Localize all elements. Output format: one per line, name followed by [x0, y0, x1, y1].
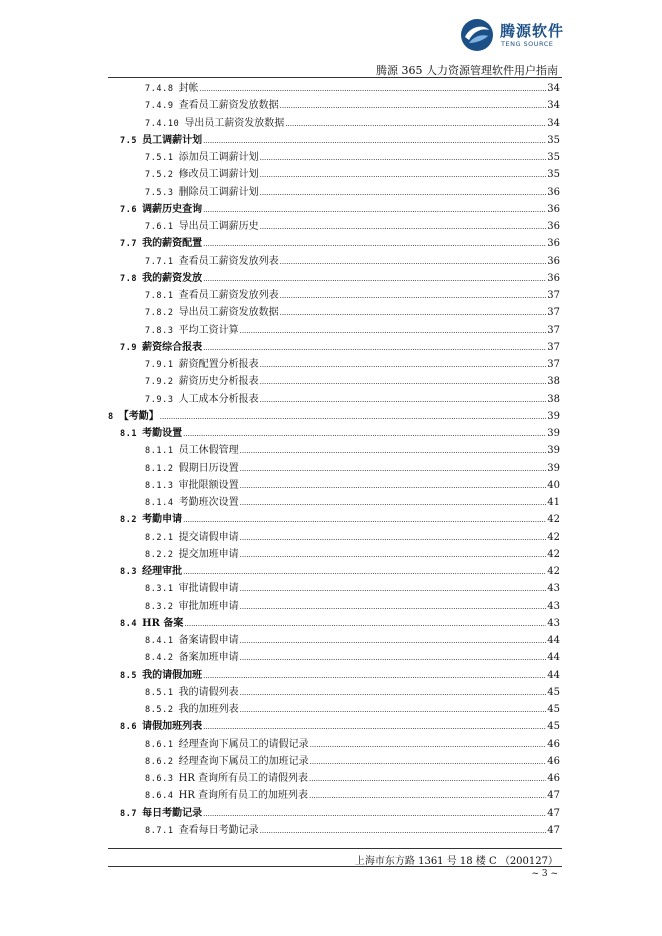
toc-entry-number: 8.1.2	[145, 463, 174, 474]
toc-entry-number: 8.1.3	[145, 480, 174, 491]
toc-leader-dots	[285, 115, 546, 133]
toc-entry-label: 员工休假管理	[178, 445, 239, 457]
toc-entry-page: 34	[547, 117, 560, 129]
toc-entry-page: 38	[547, 376, 560, 388]
toc-entry-label: 导出员工薪资发放数据	[178, 307, 279, 319]
toc-entry-number: 7.5	[120, 135, 138, 146]
toc-entry-number: 8.1.1	[145, 446, 174, 457]
toc-entry-number: 8.6.3	[145, 774, 174, 784]
toc-entry-page: 37	[547, 307, 560, 319]
toc-entry-number: 8	[108, 411, 114, 422]
toc-entry-number: 8.6.4	[145, 791, 174, 802]
toc-entry-label: 薪资配置分析报表	[178, 359, 259, 370]
toc-leader-dots	[260, 356, 547, 374]
toc-entry-label: 假期日历设置	[178, 462, 239, 474]
toc-leader-dots	[240, 649, 547, 667]
toc-entry-page: 35	[547, 152, 560, 163]
toc-entry-page: 39	[547, 410, 560, 422]
logo-chinese-name: 腾源软件	[500, 22, 565, 40]
toc-leader-dots	[203, 805, 546, 823]
toc-entry-number: 7.5.1	[145, 153, 174, 163]
toc-entry[interactable]	[120, 511, 560, 528]
toc-leader-dots	[260, 184, 547, 202]
toc-leader-dots	[240, 460, 547, 478]
toc-entry-page: 46	[547, 755, 560, 767]
toc-entry[interactable]	[120, 235, 560, 252]
toc-entry[interactable]	[145, 287, 560, 304]
toc-entry[interactable]	[145, 736, 560, 753]
toc-entry[interactable]	[145, 218, 560, 235]
toc-entry-page: 34	[547, 83, 560, 94]
toc-entry-label: 导出员工薪资发放数据	[184, 117, 285, 129]
toc-entry-page: 45	[547, 721, 560, 733]
toc-entry-page: 44	[547, 669, 560, 681]
toc-leader-dots	[260, 822, 547, 840]
toc-entry-page: 47	[547, 807, 560, 819]
toc-entry-number: 8.3.2	[145, 601, 174, 612]
toc-entry-label: 员工调薪计划	[142, 134, 203, 146]
toc-entry-page: 43	[547, 617, 560, 629]
toc-entry-page: 45	[547, 686, 560, 698]
toc-entry-number: 8.6.1	[145, 739, 174, 750]
toc-leader-dots	[309, 787, 546, 805]
toc-entry-label: 备案加班申请	[178, 652, 239, 664]
toc-entry[interactable]	[145, 166, 560, 183]
toc-entry-number: 7.8	[120, 273, 138, 284]
toc-entry-number: 8.6	[120, 722, 138, 733]
toc-leader-dots	[183, 563, 546, 581]
toc-entry[interactable]	[145, 149, 560, 166]
toc-leader-dots	[184, 615, 546, 633]
toc-entry-label: 调薪历史查询	[142, 203, 203, 215]
toc-entry-page: 35	[547, 134, 560, 146]
document-title: 腾源 365 人力资源管理软件用户指南	[376, 64, 558, 77]
toc-entry-number: 8.4.1	[145, 636, 174, 646]
toc-entry-page: 37	[547, 359, 560, 370]
toc-entry-label: 考勤班次设置	[178, 497, 239, 508]
toc-entry-page: 36	[547, 203, 560, 215]
toc-entry[interactable]	[145, 580, 560, 597]
toc-entry-number: 7.7	[120, 239, 138, 250]
toc-entry-label: 封帐	[178, 83, 199, 94]
toc-entry-number: 8.2	[120, 515, 138, 526]
toc-leader-dots	[240, 442, 547, 460]
toc-entry-label: HR 查询所有员工的加班列表	[178, 790, 309, 802]
toc-entry-number: 7.8.2	[145, 308, 174, 319]
toc-leader-dots	[240, 580, 547, 598]
toc-entry-label: 我的请假列表	[178, 686, 239, 698]
toc-entry-page: 44	[547, 652, 560, 664]
toc-entry-number: 8.5.2	[145, 705, 174, 715]
toc-entry[interactable]	[120, 805, 560, 822]
toc-entry-label: 查看员工薪资发放列表	[178, 290, 279, 301]
toc-leader-dots	[183, 511, 546, 529]
toc-entry-label: 审批请假申请	[178, 583, 239, 595]
toc-entry-number: 8.3.1	[145, 584, 174, 595]
toc-entry-page: 43	[547, 600, 560, 612]
toc-entry[interactable]	[145, 460, 560, 477]
toc-entry-number: 8.1	[120, 429, 138, 439]
toc-entry-page: 43	[547, 583, 560, 595]
toc-entry-page: 42	[547, 548, 560, 560]
toc-entry-number: 7.9.2	[145, 377, 174, 388]
toc-entry-label: 提交请假申请	[178, 531, 239, 543]
toc-entry-label: HR 备案	[142, 617, 184, 629]
toc-leader-dots	[240, 529, 547, 547]
toc-entry[interactable]	[145, 494, 560, 511]
toc-leader-dots	[240, 477, 547, 495]
toc-entry-number: 8.6.2	[145, 756, 174, 767]
toc-entry-page: 46	[547, 738, 560, 750]
toc-entry-page: 42	[547, 531, 560, 543]
toc-entry-page: 47	[547, 790, 560, 802]
toc-entry-page: 36	[547, 186, 560, 198]
toc-entry-page: 38	[547, 393, 560, 405]
toc-leader-dots	[240, 546, 547, 564]
toc-leader-dots	[280, 253, 547, 271]
toc-leader-dots	[260, 166, 547, 184]
toc-leader-dots	[309, 770, 546, 788]
toc-leader-dots	[203, 270, 546, 288]
toc-entry[interactable]	[120, 563, 560, 580]
toc-entry-label: 审批限额设置	[178, 479, 239, 491]
toc-entry[interactable]	[120, 270, 560, 287]
toc-entry-number: 7.5.2	[145, 170, 174, 181]
toc-entry-number: 8.7.1	[145, 825, 174, 836]
toc-entry[interactable]	[145, 356, 560, 373]
toc-leader-dots	[240, 598, 547, 616]
toc-entry-label: 查看每日考勤记录	[178, 824, 259, 836]
toc-entry-number: 8.2.1	[145, 532, 174, 543]
company-logo	[460, 18, 565, 56]
toc-entry[interactable]	[145, 442, 560, 459]
toc-entry[interactable]	[120, 718, 560, 735]
toc-entry[interactable]	[145, 529, 560, 546]
toc-entry-page: 37	[547, 324, 560, 336]
toc-entry-number: 7.8.1	[145, 291, 174, 301]
teng-source-logo-icon	[460, 18, 494, 52]
toc-leader-dots	[260, 149, 547, 167]
toc-entry-label: 经理审批	[142, 566, 183, 577]
toc-entry[interactable]	[145, 684, 560, 701]
toc-entry-page: 37	[547, 341, 560, 353]
toc-leader-dots	[310, 736, 547, 754]
toc-entry[interactable]	[145, 80, 560, 97]
toc-entry-label: 查看员工薪资发放列表	[178, 255, 279, 267]
toc-entry-number: 8.4.2	[145, 653, 174, 664]
toc-entry-page: 44	[547, 635, 560, 646]
toc-entry-page: 36	[547, 272, 560, 284]
toc-leader-dots	[200, 80, 547, 98]
toc-entry-number: 7.5.3	[145, 187, 174, 198]
toc-entry-number: 7.4.8	[145, 84, 174, 94]
toc-entry[interactable]	[120, 339, 560, 356]
toc-entry-number: 8.3	[120, 567, 138, 577]
toc-entry-label: 备案请假申请	[178, 635, 239, 646]
toc-entry[interactable]	[145, 304, 560, 321]
toc-entry-number: 8.5	[120, 670, 138, 681]
toc-entry-label: 添加员工调薪计划	[178, 152, 259, 163]
toc-leader-dots	[280, 287, 547, 305]
toc-entry[interactable]	[145, 115, 560, 132]
toc-leader-dots	[203, 132, 546, 150]
toc-entry-label: 提交加班申请	[178, 548, 239, 560]
toc-leader-dots	[160, 408, 547, 426]
toc-entry-number: 7.4.9	[145, 101, 174, 112]
toc-entry-number: 7.9	[120, 342, 138, 353]
footer-divider	[108, 848, 562, 849]
toc-entry-label: 【考勤】	[118, 410, 159, 422]
toc-entry-label: 人工成本分析报表	[178, 393, 259, 405]
toc-entry-page: 40	[547, 479, 560, 491]
toc-entry-page: 39	[547, 462, 560, 474]
toc-entry[interactable]	[145, 97, 560, 114]
toc-entry-number: 7.4.10	[145, 118, 180, 129]
toc-entry[interactable]	[108, 408, 560, 425]
toc-leader-dots	[240, 684, 547, 702]
toc-entry[interactable]	[145, 253, 560, 270]
toc-leader-dots	[260, 218, 547, 236]
toc-entry-page: 39	[547, 445, 560, 457]
toc-entry-page: 35	[547, 169, 560, 181]
footer-divider-2	[108, 866, 562, 867]
toc-entry[interactable]	[145, 649, 560, 666]
header-divider	[108, 77, 562, 78]
toc-entry[interactable]	[120, 615, 560, 632]
toc-leader-dots	[240, 701, 547, 719]
toc-entry-page: 36	[547, 221, 560, 232]
toc-entry[interactable]	[145, 753, 560, 770]
toc-entry[interactable]	[120, 201, 560, 218]
toc-entry[interactable]	[145, 598, 560, 615]
toc-entry-label: 删除员工调薪计划	[178, 186, 259, 198]
toc-entry-number: 7.9.1	[145, 360, 174, 370]
toc-entry-page: 36	[547, 238, 560, 250]
toc-entry-label: 审批加班申请	[178, 600, 239, 612]
toc-leader-dots	[240, 322, 547, 340]
toc-leader-dots	[203, 201, 546, 219]
toc-entry[interactable]	[145, 701, 560, 718]
toc-entry[interactable]	[145, 322, 560, 339]
toc-leader-dots	[183, 425, 546, 443]
toc-entry-page: 46	[547, 773, 560, 784]
toc-leader-dots	[280, 97, 547, 115]
toc-entry-label: 修改员工调薪计划	[178, 169, 259, 181]
toc-leader-dots	[203, 667, 546, 685]
toc-entry-label: 我的薪资配置	[142, 238, 203, 250]
page-number: ~ 3 ~	[531, 869, 558, 879]
toc-entry[interactable]	[120, 667, 560, 684]
toc-entry-label: 请假加班列表	[142, 721, 203, 733]
toc-leader-dots	[260, 391, 547, 409]
toc-entry-label: 我的加班列表	[178, 704, 239, 715]
toc-leader-dots	[260, 373, 547, 391]
toc-entry-number: 8.5.1	[145, 687, 174, 698]
toc-entry-label: 查看员工薪资发放数据	[178, 100, 279, 112]
toc-entry[interactable]	[145, 632, 560, 649]
toc-entry-label: 导出员工调薪历史	[178, 221, 259, 232]
toc-entry[interactable]	[145, 184, 560, 201]
toc-entry-page: 41	[547, 497, 560, 508]
toc-entry[interactable]	[120, 132, 560, 149]
toc-entry-number: 8.2.2	[145, 549, 174, 560]
toc-entry[interactable]	[145, 391, 560, 408]
toc-entry-page: 34	[547, 100, 560, 112]
toc-entry[interactable]	[145, 477, 560, 494]
toc-entry[interactable]	[120, 425, 560, 442]
toc-entry-label: 每日考勤记录	[142, 807, 203, 819]
footer-address: 上海市东方路 1361 号 18 楼 C （200127）	[354, 856, 558, 867]
toc-entry-page: 42	[547, 566, 560, 577]
toc-entry-label: 薪资综合报表	[142, 341, 203, 353]
toc-entry-number: 7.6	[120, 204, 138, 215]
toc-entry-page: 45	[547, 704, 560, 715]
toc-leader-dots	[203, 339, 546, 357]
toc-entry-label: 平均工资计算	[178, 324, 239, 336]
toc-entry-label: 经理查询下属员工的加班记录	[178, 755, 309, 767]
toc-entry-number: 7.6.1	[145, 222, 174, 232]
toc-entry[interactable]	[145, 373, 560, 390]
toc-leader-dots	[240, 632, 547, 650]
toc-leader-dots	[240, 494, 547, 512]
toc-leader-dots	[203, 718, 546, 736]
toc-entry-page: 36	[547, 255, 560, 267]
toc-entry[interactable]	[145, 787, 560, 804]
toc-entry-number: 7.7.1	[145, 256, 174, 267]
toc-entry-number: 8.1.4	[145, 498, 174, 508]
toc-leader-dots	[280, 304, 547, 322]
toc-entry-label: 经理查询下属员工的请假记录	[178, 738, 309, 750]
logo-english-name: TENG SOURCE	[501, 40, 554, 48]
toc-entry-label: 考勤设置	[142, 428, 183, 439]
toc-entry-number: 7.8.3	[145, 325, 174, 336]
toc-entry[interactable]	[145, 770, 560, 787]
toc-entry-label: 薪资历史分析报表	[178, 376, 259, 388]
toc-entry-page: 42	[547, 514, 560, 526]
toc-entry-number: 8.4	[120, 618, 138, 629]
toc-leader-dots	[203, 235, 546, 253]
toc-entry-number: 7.9.3	[145, 394, 174, 405]
toc-entry-label: 我的请假加班	[142, 669, 203, 681]
toc-entry-label: HR 查询所有员工的请假列表	[178, 773, 309, 784]
toc-entry-number: 8.7	[120, 808, 138, 819]
toc-entry-page: 39	[547, 428, 560, 439]
toc-entry[interactable]	[145, 822, 560, 839]
toc-entry[interactable]	[145, 546, 560, 563]
toc-entry-page: 37	[547, 290, 560, 301]
toc-entry-label: 考勤申请	[142, 514, 183, 526]
toc-entry-label: 我的薪资发放	[142, 272, 203, 284]
toc-leader-dots	[310, 753, 547, 771]
toc-entry-page: 47	[547, 824, 560, 836]
